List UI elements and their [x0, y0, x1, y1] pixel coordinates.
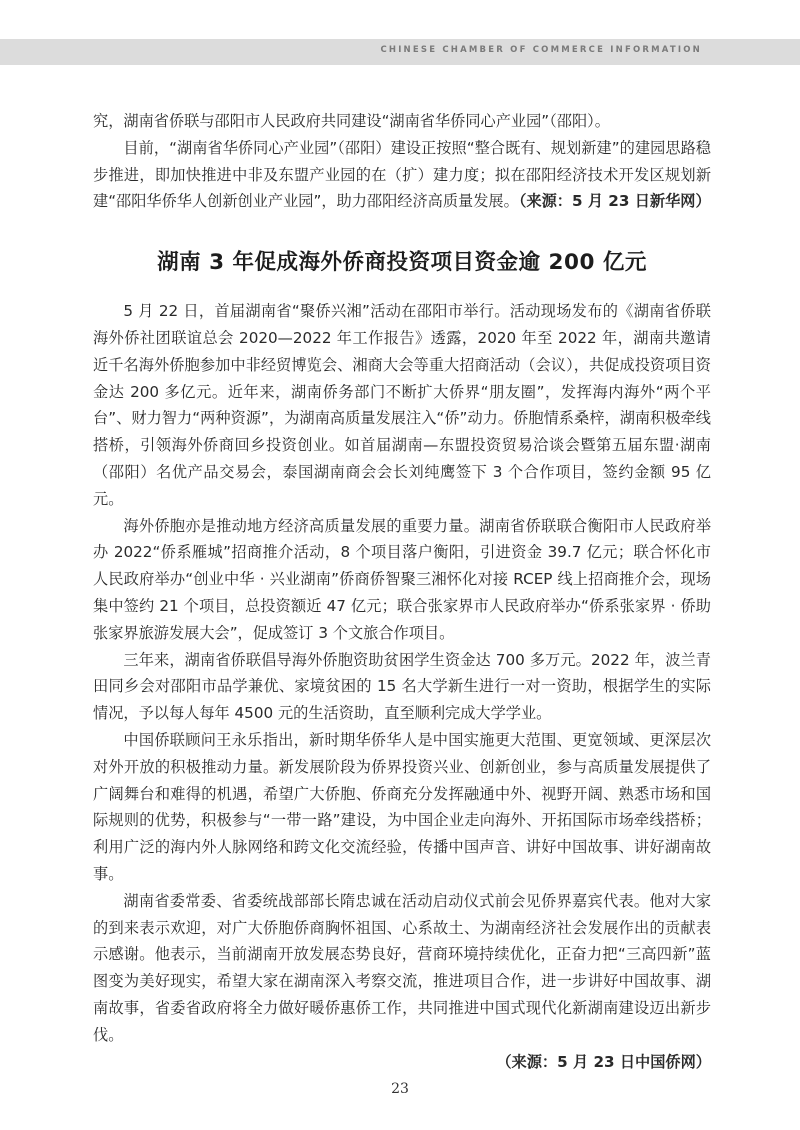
article2-source: （来源：5 月 23 日中国侨网） — [496, 1052, 711, 1071]
page-number: 23 — [391, 1081, 409, 1097]
article2-paragraph-5: 湖南省委常委、省委统战部部长隋忠诚在活动启动仪式前会见侨界嘉宾代表。他对大家的到来表示欢迎，对广大侨胞侨商胸怀祖国、心系故土、为湖南经济社会发展作出的贡献表示感谢。他表示，当前湖南开放发展态势良好，营商环境持续优化，正奋力把“三高四新”蓝图变为美好现实，希望大家在湖南深入考察交流，推进项目合作，进一步讲好中国故事、湖南故事，省委省政府将全力做好暖侨惠侨工作，共同推进中国式现代化新湖南建设迈出新步伐。 — [93, 891, 711, 1044]
article1-continuation: 究，湖南省侨联与邵阳市人民政府共同建设“湖南省华侨同心产业园”（邵阳）。 — [93, 112, 610, 130]
publication-header: CHINESE CHAMBER OF COMMERCE INFORMATION — [380, 45, 702, 55]
article1-paragraph — [93, 135, 711, 215]
article1-source: （来源：5 月 23 日新华网） — [518, 192, 711, 211]
article2-paragraph-3: 三年来，湖南省侨联倡导海外侨胞资助贫困学生资金达 700 多万元。2022 年，波兰青田同乡会对邵阳市品学兼优、家境贫困的 15 名大学新生进行一对一资助，根据学生的实际情况，予以每人每年 4500 元的生活资助，直至顺利完成大学学业。 — [93, 650, 711, 723]
article1-body: 目前，“湖南省华侨同心产业园”（邵阳）建设正按照“整合既有、规划新建”的建园思路稳步推进，即加快推进中非及东盟产业园的在（扩）建力度；拟在邵阳经济技术开发区规划新建“邵阳华侨华人创新创业产业园”，助力邵阳经济高质量发展。 — [93, 138, 711, 211]
article2-paragraph-1: 5 月 22 日，首届湖南省“聚侨兴湘”活动在邵阳市举行。活动现场发布的《湖南省侨联海外侨社团联谊总会 2020—2022 年工作报告》透露，2020 年至 2022 年，湖南共邀请近千名海外侨胞参加中非经贸博览会、湘商大会等重大招商活动（会议），共促成投资项目资金达 200 多亿元。近年来，湖南侨务部门不断扩大侨界“朋友圈”，发挥海内海外“两个平台”、财力智力“两种资源”，为湖南高质量发展注入“侨”动力。侨胞情系桑梓，湖南积极牵线搭桥，引领海外侨商回乡投资创业。如首届湖南—东盟投资贸易洽谈会暨第五届东盟·湖南（邵阳）名优产品交易会，泰国湖南商会会长刘纯鹰签下 3 个合作项目，签约金额 95 亿元。 — [93, 302, 711, 508]
article2-paragraph-4: 中国侨联顾问王永乐指出，新时期华侨华人是中国实施更大范围、更宽领域、更深层次对外开放的积极推动力量。新发展阶段为侨界投资兴业、创新创业，参与高质量发展提供了广阔舞台和难得的机遇，希望广大侨胞、侨商充分发挥融通中外、视野开阔、熟悉市场和国际规则的优势，积极参与“一带一路”建设，为中国企业走向海外、开拓国际市场牵线搭桥；利用广泛的海内外人脉网络和跨文化交流经验，传播中国声音、讲好中国故事、讲好湖南故事。 — [93, 730, 711, 883]
page-content — [93, 108, 711, 1075]
article-title: 湖南 3 年促成海外侨商投资项目资金逾 200 亿元 — [157, 250, 647, 276]
article2-paragraph-2: 海外侨胞亦是推动地方经济高质量发展的重要力量。湖南省侨联联合衡阳市人民政府举办 2022“侨系雁城”招商推介活动，8 个项目落户衡阳，引进资金 39.7 亿元；联合怀化市人民政府举办“创业中华 · 兴业湖南”侨商侨智聚三湘怀化对接 RCEP 线上招商推介会，现场集中签约 21 个项目，总投资额近 47 亿元；联合张家界市人民政府举办“侨系张家界 · 侨助张家界旅游发展大会”，促成签订 3 个文旅合作项目。 — [93, 516, 711, 642]
